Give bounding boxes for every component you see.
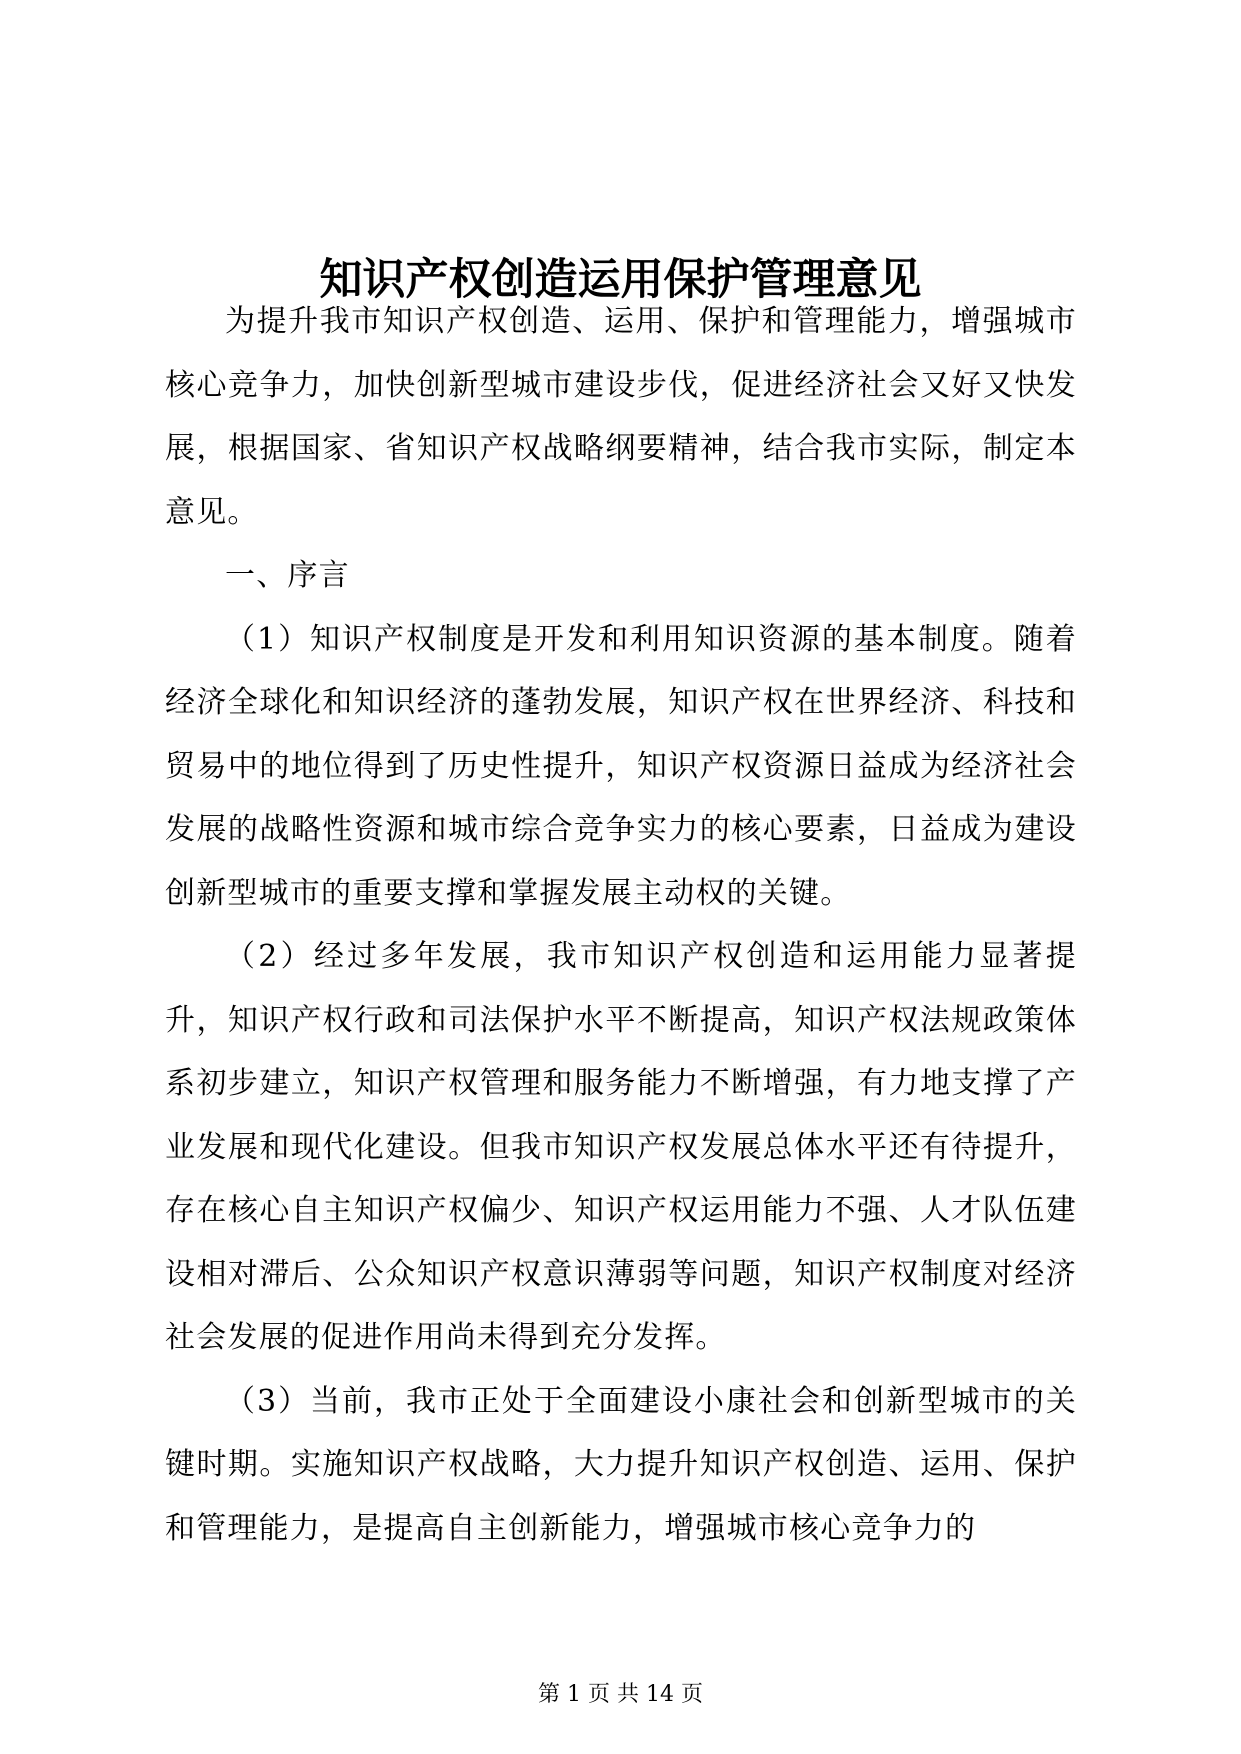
section-heading-preface: 一、序言 bbox=[225, 558, 350, 593]
paragraph-1: （1）知识产权制度是开发和利用知识资源的基本制度。随着经济全球化和知识经济的蓬勃发展，知识产权在世界经济、科技和贸易中的地位得到了历史性提升，知识产权资源日益成为经济社会发展的战略性资源和城市综合竞争实力的核心要素，日益成为建设创新型城市的重要支撑和掌握发展主动权的关键。 bbox=[165, 621, 1077, 911]
paragraph-intro: 为提升我市知识产权创造、运用、保护和管理能力，增强城市核心竞争力，加快创新型城市建设步伐，促进经济社会又好又快发展，根据国家、省知识产权战略纲要精神，结合我市实际，制定本意见。 bbox=[165, 304, 1077, 530]
paragraph-2: （2）经过多年发展，我市知识产权创造和运用能力显著提升，知识产权行政和司法保护水平不断提高，知识产权法规政策体系初步建立，知识产权管理和服务能力不断增强，有力地支撑了产业发展和现代化建设。但我市知识产权发展总体水平还有待提升，存在核心自主知识产权偏少、知识产权运用能力不强、人才队伍建设相对滞后、公众知识产权意识薄弱等问题，知识产权制度对经济社会发展的促进作用尚未得到充分发挥。 bbox=[165, 939, 1077, 1355]
document-title: 知识产权创造运用保护管理意见 bbox=[319, 254, 922, 305]
paragraph-3: （3）当前，我市正处于全面建设小康社会和创新型城市的关键时期。实施知识产权战略，大力提升知识产权创造、运用、保护和管理能力，是提高自主创新能力，增强城市核心竞争力的 bbox=[165, 1383, 1077, 1546]
page-number-footer: 第 1 页 共 14 页 bbox=[538, 1682, 703, 1707]
document-body bbox=[165, 290, 1077, 1560]
